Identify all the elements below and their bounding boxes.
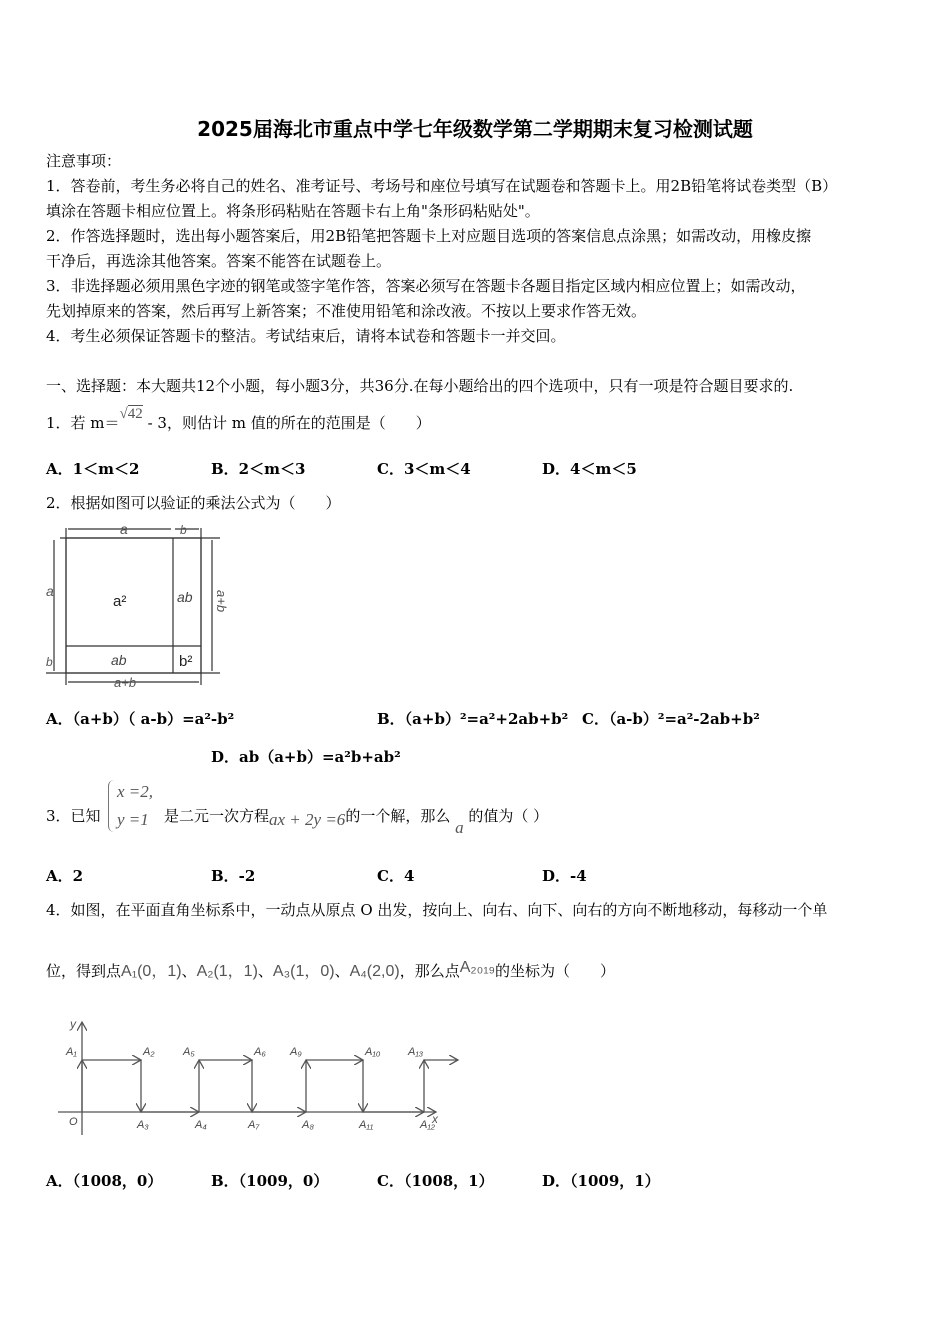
q1-option-c[interactable]: C．3＜m＜4 <box>377 460 471 478</box>
q4-option-d[interactable]: D．（1009，1） <box>542 1172 660 1190</box>
q1-pre: 1．若 m＝ <box>46 414 120 432</box>
point-label: A₁ <box>66 1046 77 1058</box>
point-label: A₁₁ <box>359 1119 374 1131</box>
q1-option-a[interactable]: A．1＜m＜2 <box>46 460 140 478</box>
x-axis-label: x <box>432 1112 438 1126</box>
q2-option-c[interactable]: C．（a-b）²=a²-2ab+b² <box>582 710 760 728</box>
q3-option-c[interactable]: C．4 <box>377 867 415 885</box>
point-label: A₄ <box>195 1119 207 1131</box>
brace <box>108 780 115 832</box>
label-a-left: a <box>46 583 54 599</box>
point-label: A₁₀ <box>365 1046 381 1058</box>
label-b2: b² <box>179 653 193 670</box>
q3-option-a[interactable]: A．2 <box>46 867 84 885</box>
q3-mid: 是二元一次方程 <box>164 807 270 825</box>
origin-label: O <box>69 1116 78 1128</box>
notice-line: 先划掉原来的答案，然后再写上新答案；不准使用铅笔和涂改液。不按以上要求作答无效。 <box>46 302 647 320</box>
q2-option-a[interactable]: A．（a+b）（ a-b）=a²-b² <box>46 710 235 728</box>
question-3 <box>46 806 101 826</box>
point-label: A₃ <box>137 1119 149 1131</box>
point-a2019: A₂₀₁₉ <box>459 959 495 976</box>
point-label: A₁₃ <box>408 1046 424 1058</box>
sep: 、 <box>181 962 197 980</box>
point-a3: A₃(1，0) <box>272 963 335 980</box>
q3-mid2: 的一个解，那么 <box>345 807 451 825</box>
q2-option-d[interactable]: D．ab（a+b）=a²b+ab² <box>211 748 401 766</box>
point-label: A₈ <box>302 1119 314 1131</box>
notice-line: 填涂在答题卡相应位置上。将条形码粘贴在答题卡右上角"条形码粘贴处"。 <box>46 202 540 220</box>
notice-line: 2．作答选择题时，选出每小题答案后，用2B铅笔把答题卡上对应题目选项的答案信息点涂黑；如需改动，用橡皮擦 <box>46 227 812 245</box>
q4-mid: ，那么点 <box>399 962 460 980</box>
notice-line: 1．答卷前，考生务必将自己的姓名、准考证号、考场号和座位号填写在试题卷和答题卡上。用2B铅笔将试卷类型（B） <box>46 177 838 195</box>
notice-line: 干净后，再选涂其他答案。答案不能答在试题卷上。 <box>46 252 392 270</box>
label-ab-right: ab <box>177 589 193 605</box>
q1-option-b[interactable]: B．2＜m＜3 <box>211 460 306 478</box>
sep: 、 <box>334 962 350 980</box>
q4-option-c[interactable]: C．（1008，1） <box>377 1172 494 1190</box>
question-4-line2 <box>46 961 615 982</box>
var-a: a <box>455 818 464 837</box>
equation: ax + 2y =6 <box>269 810 346 829</box>
q1-option-d[interactable]: D．4＜m＜5 <box>542 460 637 478</box>
question-2: 2．根据如图可以验证的乘法公式为（ ） <box>46 494 341 512</box>
point-a1: A₁(0，1) <box>121 963 182 980</box>
point-label: A₂ <box>143 1046 155 1058</box>
q4-option-b[interactable]: B．（1009，0） <box>211 1172 329 1190</box>
q3-pre: 3．已知 <box>46 807 101 825</box>
notice-heading: 注意事项： <box>46 152 122 170</box>
q3-option-d[interactable]: D．-4 <box>542 867 587 885</box>
q3-rest <box>164 806 549 837</box>
point-a4: A₄(2,0) <box>349 963 400 980</box>
point-a2: A₂(1，1) <box>196 963 258 980</box>
eq-y: y =1 <box>117 810 149 829</box>
q3-option-b[interactable]: B．-2 <box>211 867 256 885</box>
point-label: A₇ <box>248 1119 260 1131</box>
label-b-top: b <box>180 523 187 537</box>
label-apb-right: a+b <box>214 590 229 613</box>
q4-option-a[interactable]: A．（1008，0） <box>46 1172 163 1190</box>
page-title: 2025届海北市重点中学七年级数学第二学期期末复习检测试题 <box>197 117 753 141</box>
section-heading: 一、选择题：本大题共12个小题，每小题3分，共36分.在每小题给出的四个选项中，只有一项是符合题目要求的. <box>46 377 794 395</box>
label-a-top: a <box>120 521 128 537</box>
y-axis-label: y <box>70 1017 76 1031</box>
label-ab-bottom: ab <box>111 652 127 668</box>
q3-post: 的值为（ ） <box>468 807 549 825</box>
label-apb-bottom: a+b <box>114 675 137 690</box>
label-a2: a² <box>113 593 127 610</box>
point-label: A₆ <box>254 1046 266 1058</box>
sqrt-42: √42 <box>119 406 143 422</box>
q4-post: 的坐标为（ ） <box>494 962 615 980</box>
notice-line: 4．考生必须保证答题卡的整洁。考试结束后，请将本试卷和答题卡一并交回。 <box>46 327 566 345</box>
point-label: A₉ <box>290 1046 302 1058</box>
sep: 、 <box>257 962 273 980</box>
q4-pre: 位，得到点 <box>46 962 122 980</box>
point-label: A₅ <box>183 1046 195 1058</box>
q2-option-b[interactable]: B．（a+b）²=a²+2ab+b² <box>377 710 569 728</box>
radicand: 42 <box>127 406 143 422</box>
label-b-left: b <box>46 655 53 669</box>
eq-x: x =2, <box>117 782 154 801</box>
q1-post: - 3，则估计 m 值的所在的范围是（ ） <box>147 414 431 432</box>
question-4-line1: 4．如图，在平面直角坐标系中，一动点从原点 O 出发，按向上、向右、向下、向右的方向不断地移动，每移动一个单 <box>46 901 828 919</box>
notice-line: 3．非选择题必须用黑色字迹的钢笔或签字笔作答，答案必须写在答题卡各题目指定区域内相应位置上；如需改动， <box>46 277 806 295</box>
question-1 <box>46 406 431 434</box>
path-graph <box>40 1010 470 1140</box>
square-diagram <box>40 520 240 700</box>
point-label: A₁₂ <box>420 1119 436 1131</box>
